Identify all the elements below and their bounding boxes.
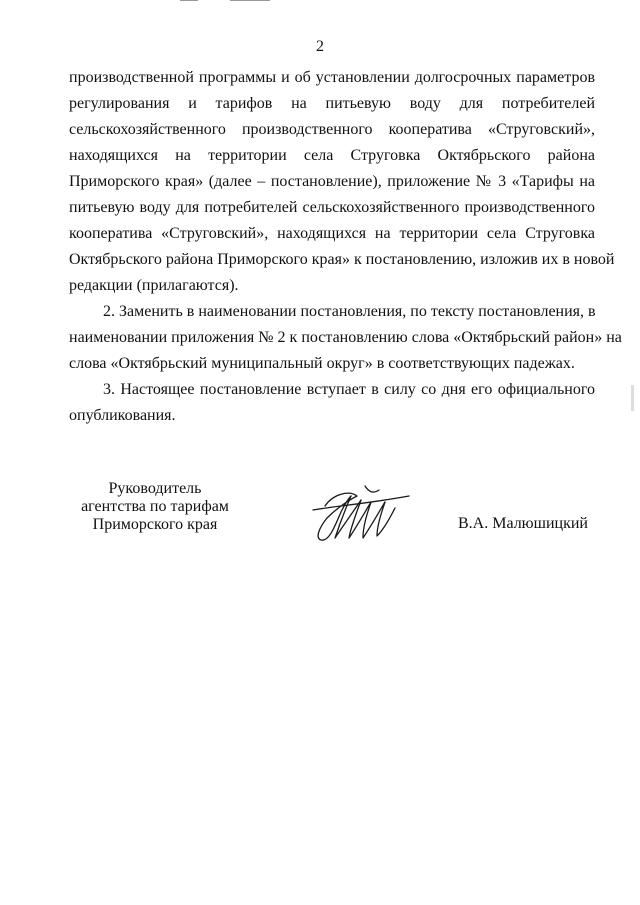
scan-edge-mark xyxy=(631,385,634,411)
body-line-3: сельскохозяйственного производственного кооператива «Струговский», xyxy=(69,121,595,138)
body-line-2: регулирования и тарифов на питьевую воду для потребителей xyxy=(69,95,595,112)
paragraph-3-line-2: опубликования. xyxy=(69,407,176,424)
signatory-title-line-2: агентства по тарифам xyxy=(81,498,229,515)
body-line-1: производственной программы и об установлении долгосрочных параметров xyxy=(69,69,595,86)
page-number: 2 xyxy=(316,38,324,55)
paragraph-2-line-3: слова «Октябрьский муниципальный округ» в соответствующих падежах. xyxy=(69,355,575,372)
body-line-4: находящихся на территории села Струговка Октябрьского района xyxy=(69,147,595,164)
signatory-title-line-1: Руководитель xyxy=(108,480,202,497)
body-line-8: Октябрьского района Приморского края» к постановлению, изложив их в новой xyxy=(69,251,615,268)
handwritten-signature xyxy=(305,482,415,544)
body-line-5: Приморского края» (далее – постановление), приложение № 3 «Тарифы на xyxy=(69,173,595,190)
scan-top-marks xyxy=(180,0,300,2)
signatory-title-line-3: Приморского края xyxy=(92,516,218,533)
body-line-7: кооператива «Струговский», находящихся на территории села Струговка xyxy=(69,225,595,242)
body-line-6: питьевую воду для потребителей сельскохозяйственного производственного xyxy=(69,199,595,216)
signatory-title xyxy=(80,480,230,534)
body-line-9: редакции (прилагаются). xyxy=(69,277,239,294)
paragraph-2-line-1: 2. Заменить в наименовании постановления, по тексту постановления, в xyxy=(103,303,596,320)
paragraph-2-line-2: наименовании приложения № 2 к постановлению слова «Октябрьский район» на xyxy=(69,329,622,346)
paragraph-3-line-1: 3. Настоящее постановление вступает в силу со дня его официального xyxy=(103,381,595,398)
signatory-name: В.А. Малюшицкий xyxy=(458,515,588,532)
